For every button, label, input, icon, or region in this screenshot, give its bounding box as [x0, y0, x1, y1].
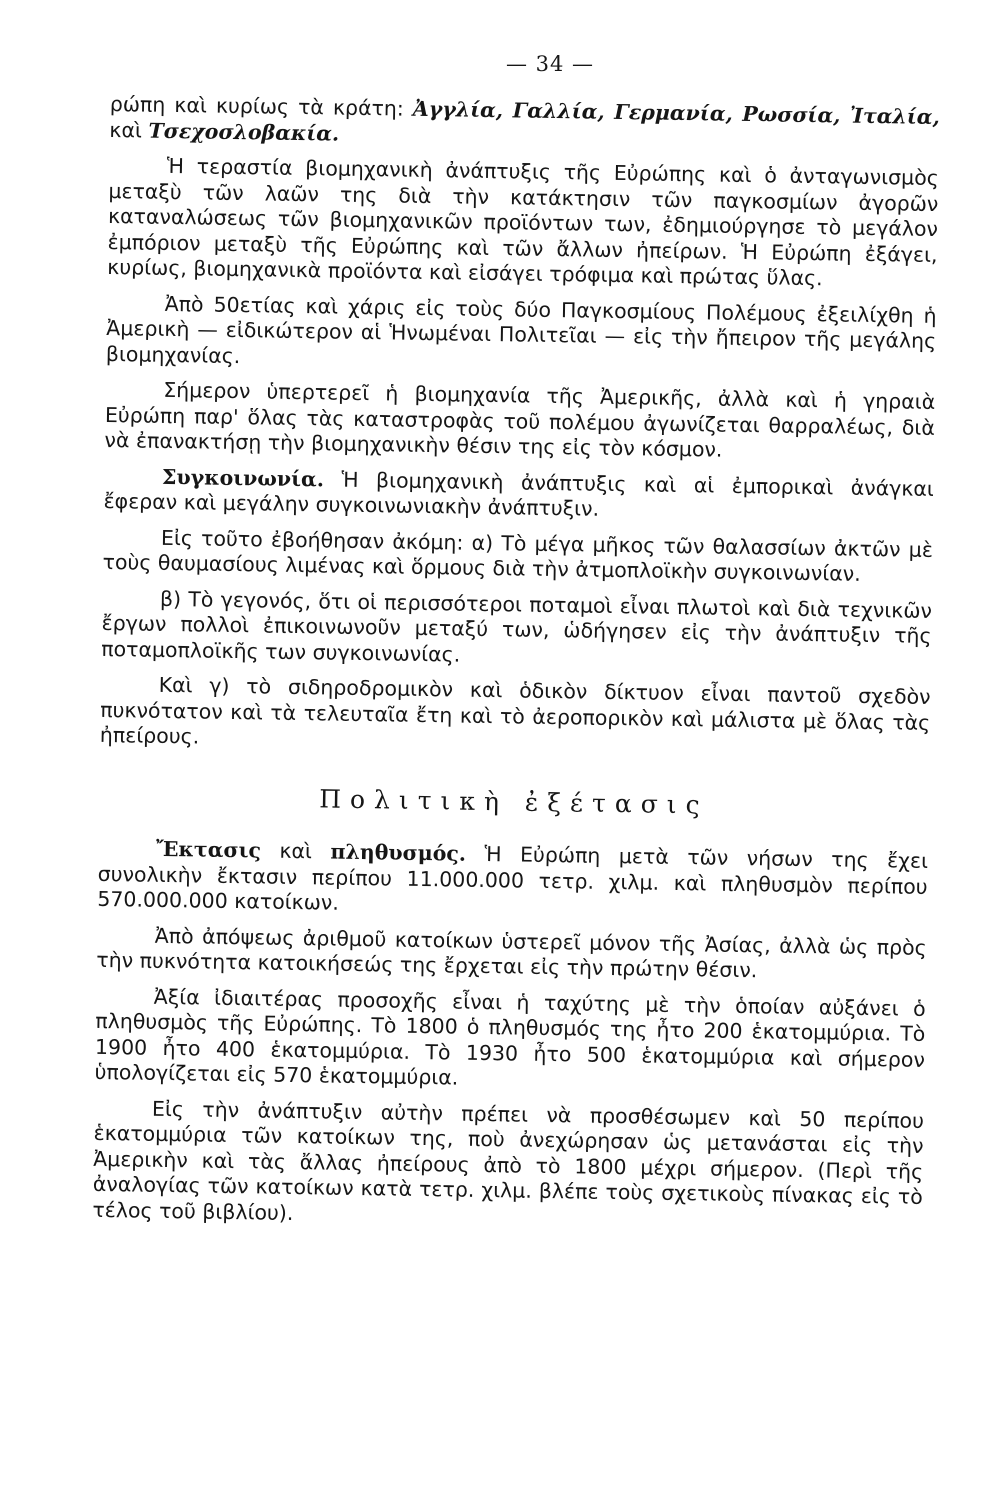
section-title: Πολιτικὴ ἐξέτασις [318, 783, 709, 819]
heading-communication: Συγκοινωνία. [161, 464, 325, 491]
paragraph-today: Σήμερον ὑπερτερεῖ ἡ βιομηχανία τῆς Ἀμερικῆς, ἀλλὰ καὶ ἡ γηραιὰ Εὐρώπη παρ' ὅλας τὰς καταστροφὰς τοῦ πολέμου ἀγωνίζεται θαρραλέως, διὰ νὰ ἐπανακτήσῃ τὴν βιομηχανικὴν θέσιν της εἰς τὸν κόσμον. [104, 377, 936, 462]
paragraph-communication [103, 463, 934, 527]
heading-population: πληθυσμός. [330, 839, 467, 866]
paragraph-rivers: β) Τὸ γεγονός, ὅτι οἱ περισσότεροι ποταμοὶ εἶναι πλωτοὶ καὶ διὰ τεχνικῶν ἔργων πολλοὶ ἐπικοινωνοῦν μεταξύ των, ὡδήγησεν εἰς τὴν ἀνάπτυξιν τῆς ποταμοπλοϊκῆς των συγκοινωνίας. [101, 586, 933, 667]
page-number: — 34 — [505, 52, 595, 76]
paragraph-density: Ἀπὸ ἀπόψεως ἀριθμοῦ κατοίκων ὑστερεῖ μόνον τῆς Ἀσίας, ἀλλὰ ὡς πρὸς τὴν πυκνότητα κατοικήσεώς της ἔρχεται εἰς τὴν πρώτην θέσιν. [96, 923, 927, 983]
paragraph-countries [109, 92, 940, 156]
countries-list: Ἀγγλία, Γαλλία, Γερμανία, Ρωσσία, Ἰταλία, [412, 96, 940, 130]
paragraph-growth: Ἀξία ἰδιαιτέρας προσοχῆς εἶναι ἡ ταχύτης μὲ τὴν ὁποίαν αὐξάνει ὁ πληθυσμὸς τῆς Εὐρώπης. Τὸ 1800 ὁ πληθυσμός της ἦτο 200 ἑκατομμύρια. Τὸ 1900 ἦτο 400 ἑκατομμύρια. Τὸ 1930 ἦτο 500 ἑκατομμύρια καὶ σήμερον ὑπολογίζεται εἰς 570 ἑκατομμύρια. [94, 984, 926, 1090]
paragraph-coasts: Εἰς τοῦτο ἐβοήθησαν ἀκόμη: α) Τὸ μέγα μῆκος τῶν θαλασσίων ἀκτῶν μὲ τοὺς θαυμασίους λιμένας καὶ ὅρμους διὰ τὴν ἀτμοπλοϊκὴν συγκοινωνίαν. [102, 525, 934, 586]
paragraph-america: Ἀπὸ 50ετίας καὶ χάρις εἰς τοὺς δύο Παγκοσμίους Πολέμους ἐξειλίχθη ἡ Ἀμερικὴ — εἰδικώτερον αἱ Ἡνωμέναι Πολιτεῖαι — εἰς τὴν ἤπειρον τῆς μεγάλης βιομηχανίας. [105, 291, 937, 368]
paragraph-area-population [97, 836, 928, 926]
paragraph-countries-text: ρώπη καὶ κυρίως τὰ κράτη: [109, 92, 414, 121]
heading-area: Ἔκτασις [155, 836, 262, 863]
paragraph-communication-text: Ἡ βιομηχανικὴ ἀνάπτυξις καὶ αἱ ἐμπορικαὶ ἀνάγκαι ἔφεραν καὶ μεγάλην συγκοινωνιακὴν ἀνάπτυξιν. [103, 466, 935, 521]
paragraph-industrial-development: Ἡ τεραστία βιομηχανικὴ ἀνάπτυξις τῆς Εὐρώπης καὶ ὁ ἀνταγωνισμὸς μεταξὺ τῶν λαῶν της διὰ τὴν κατάκτησιν τῶν παγκοσμίων ἀγορῶν καταναλώσεως τῶν βιομηχανικῶν προϊόντων των, ἐδημιούργησε τὸ μεγάλον ἐμπόριον μεταξὺ τῆς Εὐρώπης καὶ τῶν ἄλλων ἠπείρων. Ἡ Εὐρώπη ἐξάγει, κυρίως, βιομηχανικὰ προϊόντα καὶ εἰσάγει τρόφιμα καὶ πρώτας ὕλας. [107, 153, 939, 291]
conjunction: καὶ [109, 117, 149, 143]
country-czechoslovakia: Τσεχοσλοβακία. [148, 118, 340, 146]
page-body [92, 92, 940, 1246]
conjunction-and: καὶ [260, 838, 331, 864]
paragraph-area-text: Ἡ Εὐρώπη μετὰ τῶν νήσων της ἔχει συνολικὴν ἔκτασιν περίπου 11.000.000 τετρ. χιλμ. καὶ πληθυσμὸν περίπου 570.000.000 κατοίκων. [97, 841, 929, 915]
paragraph-emigration: Εἰς τὴν ἀνάπτυξιν αὐτὴν πρέπει νὰ προσθέσωμεν καὶ 50 περίπου ἑκατομμύρια τῶν κατοίκων της, ποὺ ἀνεχώρησαν ὡς μετανάσται εἰς τὴν Ἀμερικὴν καὶ τὰς ἄλλας ἠπείρους ἀπὸ τὸ 1800 μέχρι σήμερον. (Περὶ τῆς ἀναλογίας τῶν κατοίκων κατὰ τετρ. χιλμ. βλέπε τοὺς σχετικοὺς πίνακας εἰς τὸ τέλος τοῦ βιβλίου). [92, 1096, 925, 1225]
paragraph-railways: Καὶ γ) τὸ σιδηροδρομικὸν καὶ ὁδικὸν δίκτυον εἶναι παντοῦ σχεδὸν πυκνότατον καὶ τὰ τελευταῖα ἔτη καὶ τὸ ἀεροπορικὸν καὶ μάλιστα μὲ ὅλας τὰς ἠπείρους. [99, 672, 931, 749]
